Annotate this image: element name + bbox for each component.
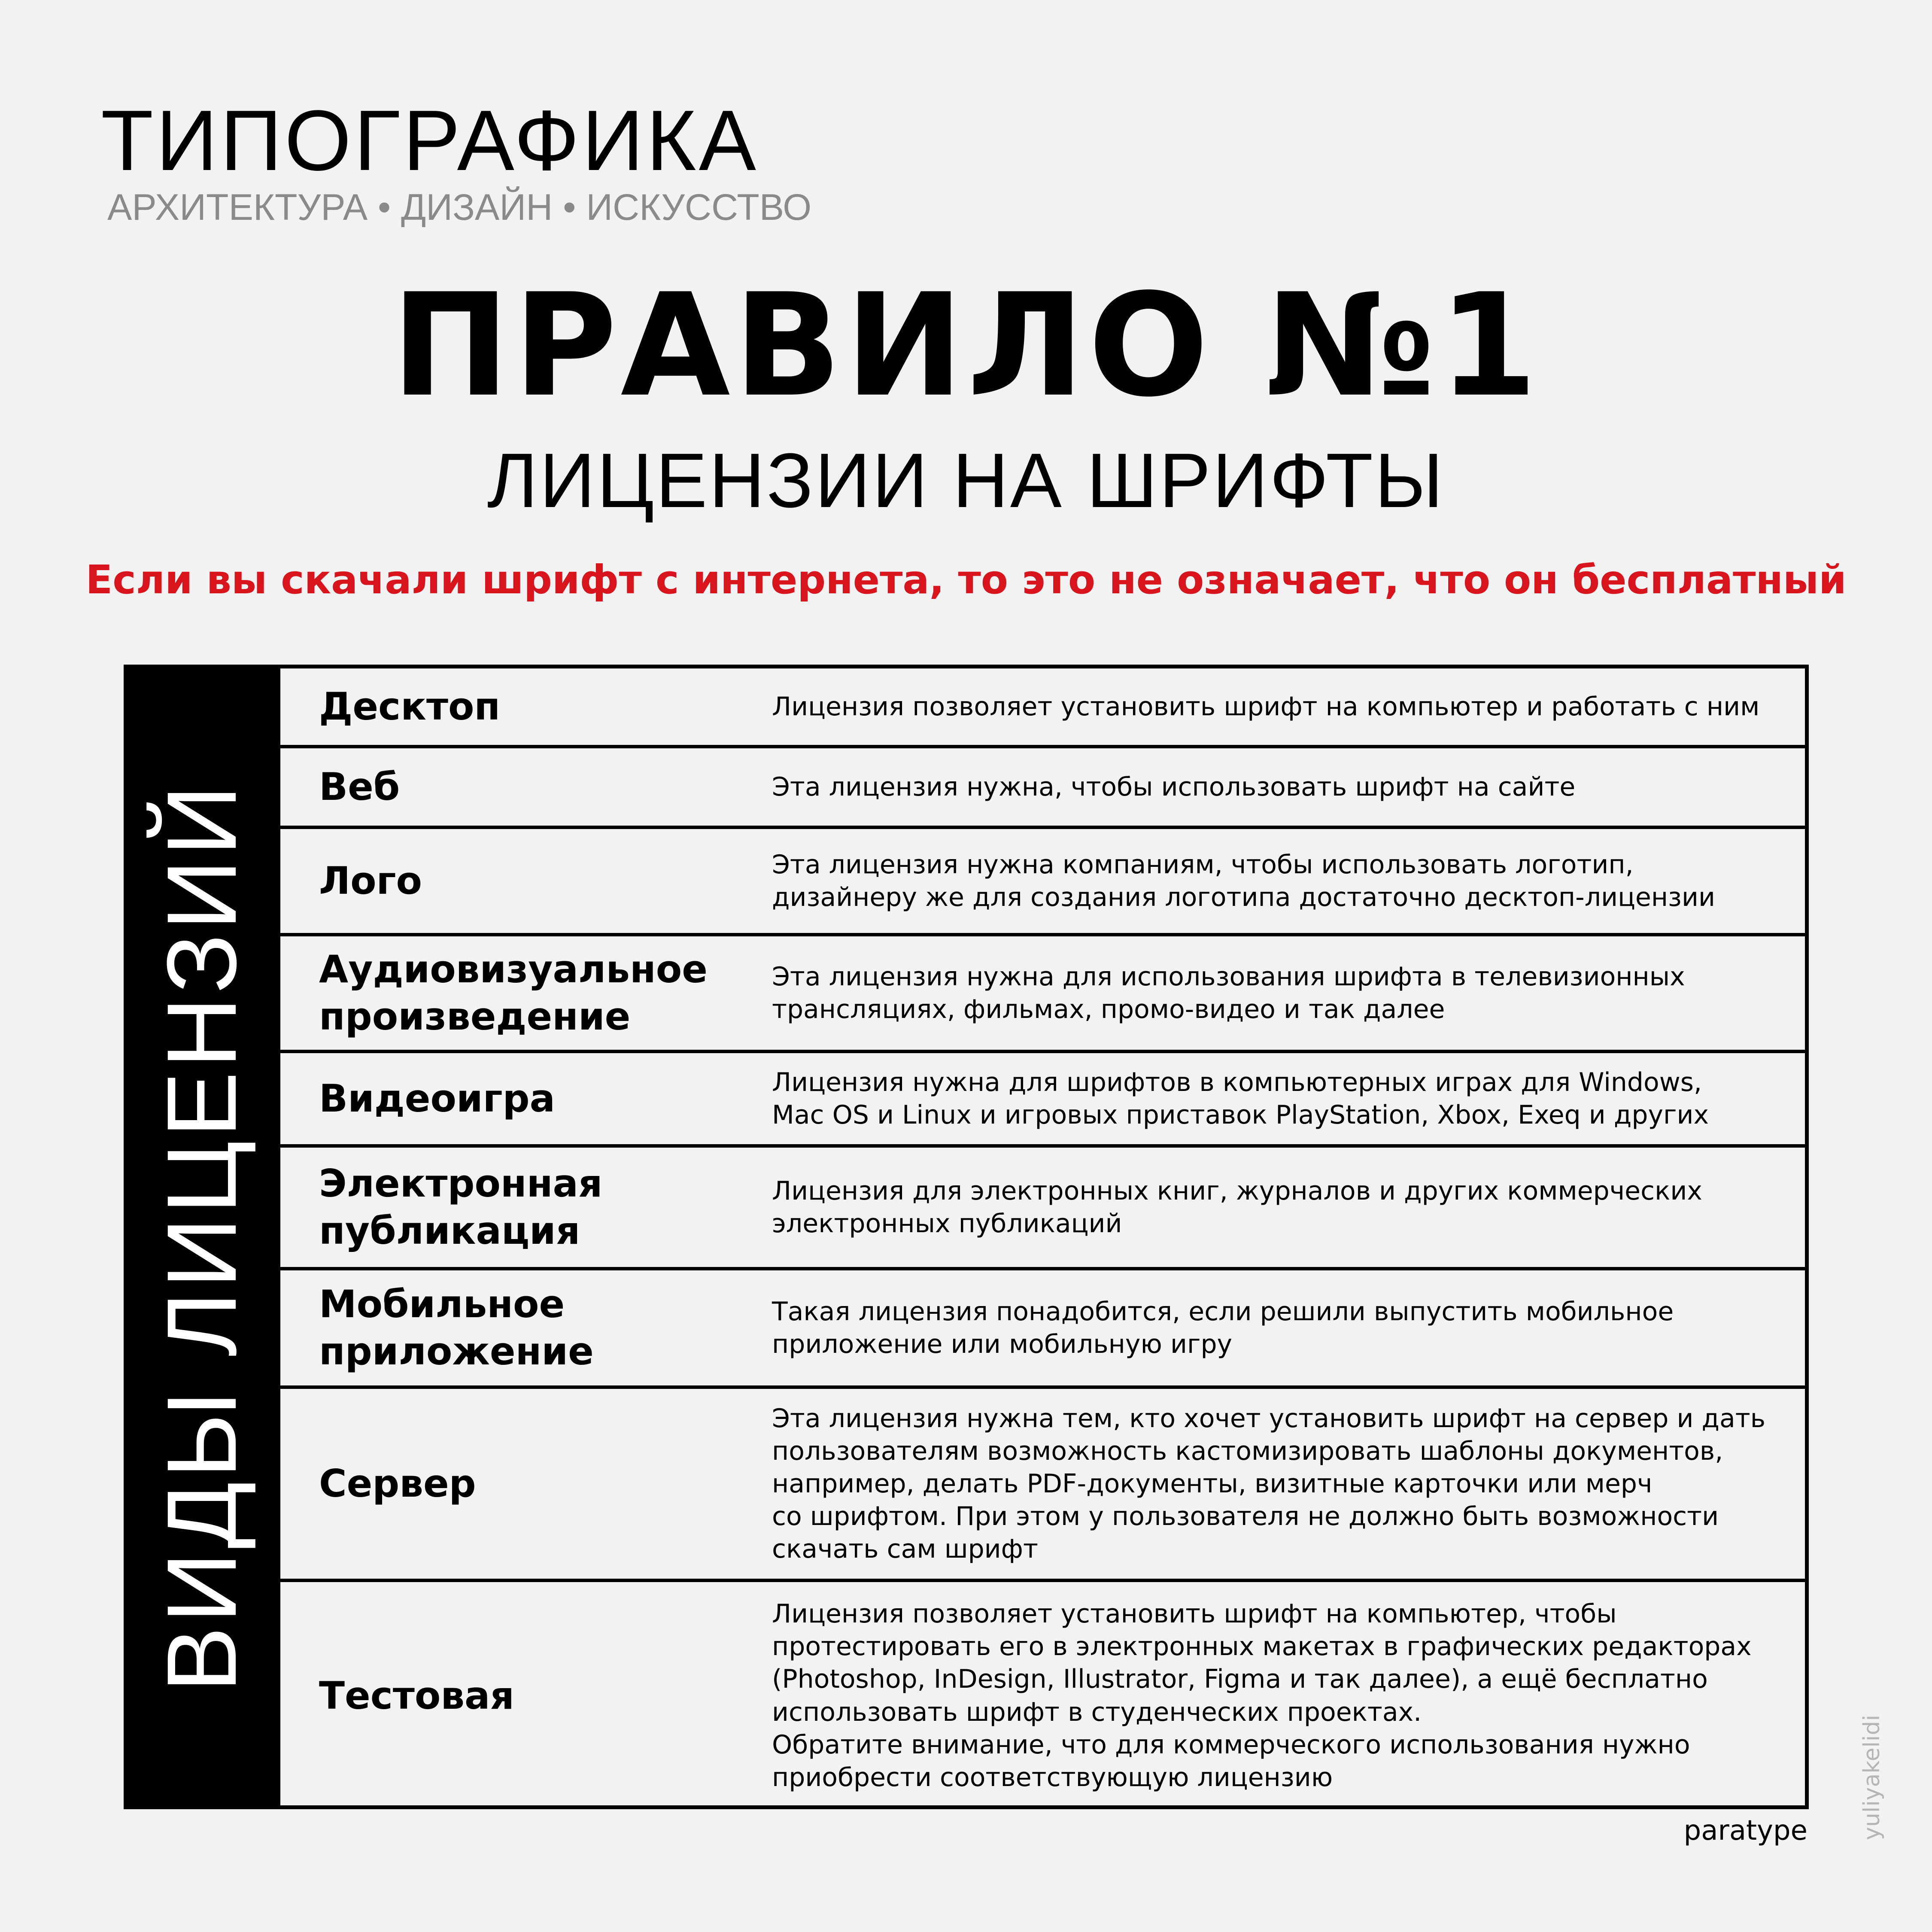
brand-subtitle: АРХИТЕКТУРА • ДИЗАЙН • ИСКУССТВО: [107, 187, 812, 228]
table-row: [280, 829, 1805, 936]
rule-title: ПРАВИЛО №1: [391, 263, 1541, 428]
license-name: Веб: [319, 765, 400, 809]
brand-title: ТИПОГРАФИКА: [101, 93, 759, 188]
license-types-panel: [124, 665, 280, 1809]
license-name: Видеоигра: [319, 1076, 555, 1121]
table-row: [280, 748, 1805, 829]
license-description: Лицензия для электронных книг, журналов и других коммерческих электронных публикаций: [772, 1176, 1702, 1239]
warning-text: Если вы скачали шрифт с интернета, то это не означает, что он бесплатный: [85, 557, 1847, 603]
license-description: Эта лицензия нужна, чтобы использовать шрифт на сайте: [772, 772, 1576, 802]
license-description: Лицензия позволяет установить шрифт на компьютер, чтобы протестировать его в электронных макетах в графических редакторах (Photoshop, InDesign, Illustrator, Figma и так далее), а ещё бесплатно использовать шрифт в студенческих проектах. Обратите внимание, что для коммерческого использования нужно приобрести соответствующую лицензию: [772, 1598, 1752, 1792]
license-description: Такая лицензия понадобится, если решили выпустить мобильное приложение или мобильную игру: [772, 1296, 1674, 1359]
license-name: Электронная публикация: [319, 1161, 603, 1253]
table-row: [280, 1389, 1805, 1582]
license-description: Лицензия нужна для шрифтов в компьютерных играх для Windows, Mac OS и Linux и игровых приставок PlayStation, Xbox, Exeq и других: [772, 1067, 1709, 1130]
table-row: [280, 936, 1805, 1053]
license-name: Сервер: [319, 1461, 476, 1506]
license-name: Лого: [319, 859, 422, 903]
author-watermark: yuliyakelidi: [1859, 1715, 1885, 1840]
table-row: [280, 1053, 1805, 1148]
license-types-label: ВИДЫ ЛИЦЕНЗИЙ: [146, 781, 257, 1692]
rule-subtitle: ЛИЦЕНЗИИ НА ШРИФТЫ: [487, 437, 1445, 524]
license-table: [280, 665, 1809, 1809]
table-row: [280, 1270, 1805, 1389]
license-name: Мобильное приложение: [319, 1282, 594, 1373]
table-row: [280, 668, 1805, 748]
license-description: Эта лицензия нужна компаниям, чтобы использовать логотип, дизайнеру же для создания логотипа достаточно десктоп-лицензии: [772, 849, 1715, 912]
license-description: Лицензия позволяет установить шрифт на компьютер и работать с ним: [772, 691, 1760, 722]
license-name: Аудиовизуальное произведение: [319, 947, 708, 1039]
license-description: Эта лицензия нужна для использования шрифта в телевизионных трансляциях, фильмах, промо-видео и так далее: [772, 961, 1685, 1024]
license-description: Эта лицензия нужна тем, кто хочет установить шрифт на сервер и дать пользователям возможность кастомизировать шаблоны документов, например, делать PDF-документы, визитные карточки или мерч со шрифтом. При этом у пользователя не должно быть возможности скачать сам шрифт: [772, 1403, 1766, 1564]
license-name: Тестовая: [319, 1673, 514, 1718]
table-row: [280, 1582, 1805, 1809]
source-credit: paratype: [1683, 1815, 1807, 1847]
license-name: Десктоп: [319, 684, 501, 729]
table-row: [280, 1148, 1805, 1270]
